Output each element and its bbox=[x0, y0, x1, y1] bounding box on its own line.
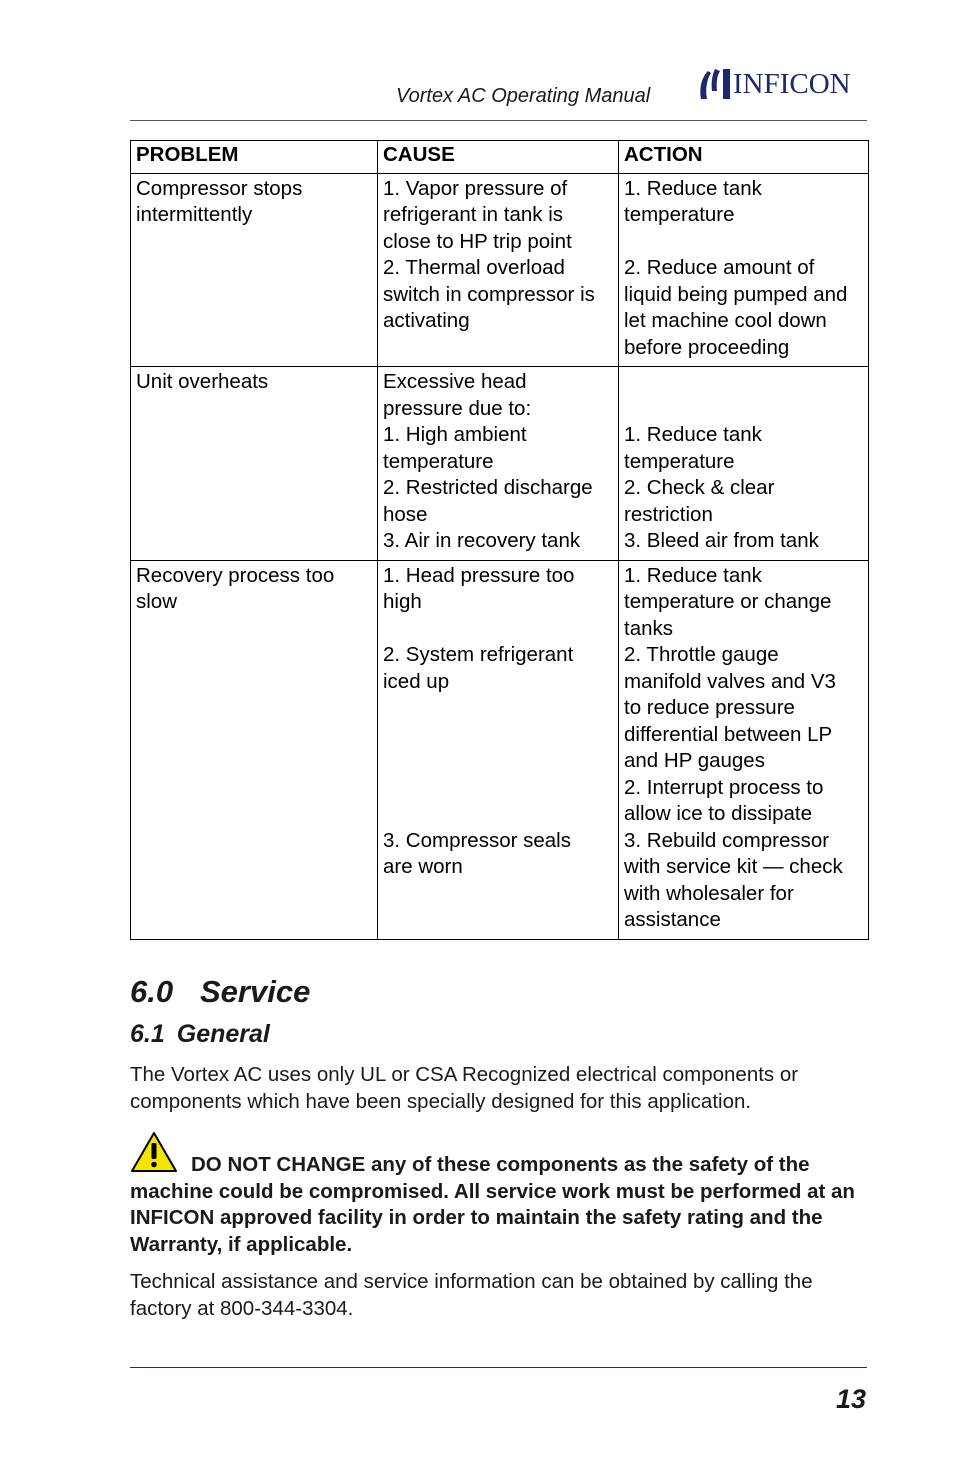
cell-text-line: refrigerant in tank is bbox=[383, 203, 564, 226]
cell-text-line: Excessive head bbox=[383, 370, 527, 393]
table-cell-problem bbox=[131, 560, 378, 939]
cell-text-line: intermittently bbox=[136, 203, 253, 226]
cell-text-line: temperature or change bbox=[624, 590, 832, 613]
cell-text-line: Recovery process too bbox=[136, 563, 335, 587]
cell-text-line bbox=[383, 775, 614, 802]
general-paragraph: The Vortex AC uses only UL or CSA Recognized electrical components or components which have been specially designed for this application. bbox=[130, 1063, 799, 1113]
cell-text-line: 1. High ambient bbox=[383, 423, 527, 446]
cell-text-line: close to HP trip point bbox=[383, 229, 572, 253]
table-cell-action bbox=[619, 367, 869, 561]
cell-text-line bbox=[624, 229, 864, 256]
column-header-problem: PROBLEM bbox=[131, 141, 378, 174]
cell-text-line: 1. Reduce tank bbox=[624, 423, 762, 446]
cell-text-line: with wholesaler for bbox=[624, 881, 794, 905]
cell-text-line: 2. Restricted discharge bbox=[383, 476, 593, 499]
table-header-row bbox=[131, 141, 869, 174]
inficon-logo-text: INFICON bbox=[733, 68, 851, 100]
cell-text-line: 3. Rebuild compressor bbox=[624, 828, 830, 852]
cell-text-line bbox=[383, 748, 614, 775]
table-cell-problem bbox=[131, 173, 378, 367]
cell-text-line bbox=[624, 369, 864, 396]
cell-text-line: 1. Reduce tank bbox=[624, 176, 762, 200]
column-header-cause: CAUSE bbox=[378, 141, 619, 174]
cell-text-line: slow bbox=[136, 590, 178, 613]
cell-text-line bbox=[383, 616, 614, 643]
section-title: Service bbox=[200, 974, 311, 1009]
table-row bbox=[131, 367, 869, 561]
cell-text-line: 2. Throttle gauge bbox=[624, 643, 779, 666]
table-row bbox=[131, 173, 869, 367]
cell-text-line: high bbox=[383, 590, 422, 613]
cell-text-line: switch in compressor is bbox=[383, 282, 595, 306]
cell-text-line: differential between LP bbox=[624, 722, 833, 746]
column-header-action: ACTION bbox=[619, 141, 869, 174]
cell-text-line: temperature bbox=[624, 449, 735, 473]
manual-title: Vortex AC Operating Manual bbox=[396, 85, 651, 107]
inficon-logo bbox=[696, 66, 851, 102]
subsection-heading bbox=[130, 1020, 270, 1049]
cell-text-line: 2. Thermal overload bbox=[383, 256, 565, 279]
cell-text-line: activating bbox=[383, 309, 470, 332]
table-cell-cause bbox=[378, 173, 619, 367]
subsection-title: General bbox=[176, 1020, 270, 1048]
cell-text-line: with service kit — check bbox=[624, 855, 843, 878]
cell-text-line: Unit overheats bbox=[136, 370, 269, 393]
page-number: 13 bbox=[835, 1384, 866, 1414]
warning-block bbox=[130, 1131, 870, 1258]
cell-text-line: and HP gauges bbox=[624, 749, 765, 772]
table-cell-problem bbox=[131, 367, 378, 561]
table-cell-action bbox=[619, 173, 869, 367]
inficon-logo-icon bbox=[696, 67, 732, 101]
cell-text-line bbox=[383, 695, 614, 722]
cell-text-line: 3. Compressor seals bbox=[383, 828, 571, 852]
troubleshooting-table bbox=[130, 140, 869, 940]
table-row bbox=[131, 560, 869, 939]
cell-text-line: manifold valves and V3 bbox=[624, 669, 836, 693]
cell-text-line: 2. Interrupt process to bbox=[624, 775, 824, 799]
cell-text-line: pressure due to: bbox=[383, 396, 532, 420]
cell-text-line: tanks bbox=[624, 616, 673, 640]
cell-text-line: let machine cool down bbox=[624, 309, 827, 332]
cell-text-line: 2. System refrigerant bbox=[383, 643, 574, 666]
cell-text-line: temperature bbox=[624, 203, 735, 226]
section-heading bbox=[130, 974, 310, 1010]
cell-text-line: 2. Check & clear bbox=[624, 476, 775, 499]
cell-text-line: iced up bbox=[383, 669, 450, 693]
cell-text-line: liquid being pumped and bbox=[624, 282, 848, 306]
assistance-paragraph: Technical assistance and service information can be obtained by calling the factory at 800-344-3304. bbox=[130, 1270, 813, 1320]
subsection-number: 6.1 bbox=[130, 1020, 165, 1048]
cell-text-line: 1. Head pressure too bbox=[383, 563, 575, 587]
cell-text-line bbox=[383, 722, 614, 749]
footer-rule bbox=[130, 1367, 867, 1368]
cell-text-line: assistance bbox=[624, 908, 721, 931]
cell-text-line: hose bbox=[383, 502, 428, 526]
cell-text-line: 2. Reduce amount of bbox=[624, 256, 815, 279]
cell-text-line bbox=[383, 801, 614, 828]
cell-text-line: before proceeding bbox=[624, 335, 790, 359]
cell-text-line: Compressor stops bbox=[136, 176, 303, 200]
table-cell-cause bbox=[378, 367, 619, 561]
cell-text-line: allow ice to dissipate bbox=[624, 802, 813, 825]
cell-text-line: 1. Vapor pressure of bbox=[383, 176, 568, 200]
table-cell-action bbox=[619, 560, 869, 939]
cell-text-line: to reduce pressure bbox=[624, 696, 795, 719]
header-rule bbox=[130, 120, 867, 121]
cell-text-line: are worn bbox=[383, 855, 463, 878]
cell-text-line: 1. Reduce tank bbox=[624, 563, 762, 587]
warning-text: DO NOT CHANGE any of these components as the safety of the machine could be compromised. All service work must be performed at an INFICON approved facility in order to maintain the safety rating and the Warranty, if applicable. bbox=[130, 1153, 855, 1256]
cell-text-line: 3. Air in recovery tank bbox=[383, 529, 581, 552]
section-number: 6.0 bbox=[130, 974, 174, 1009]
warning-triangle-icon bbox=[130, 1131, 178, 1173]
cell-text-line: 3. Bleed air from tank bbox=[624, 529, 819, 552]
cell-text-line: temperature bbox=[383, 449, 494, 473]
cell-text-line bbox=[624, 396, 864, 423]
cell-text-line: restriction bbox=[624, 502, 713, 526]
table-cell-cause bbox=[378, 560, 619, 939]
